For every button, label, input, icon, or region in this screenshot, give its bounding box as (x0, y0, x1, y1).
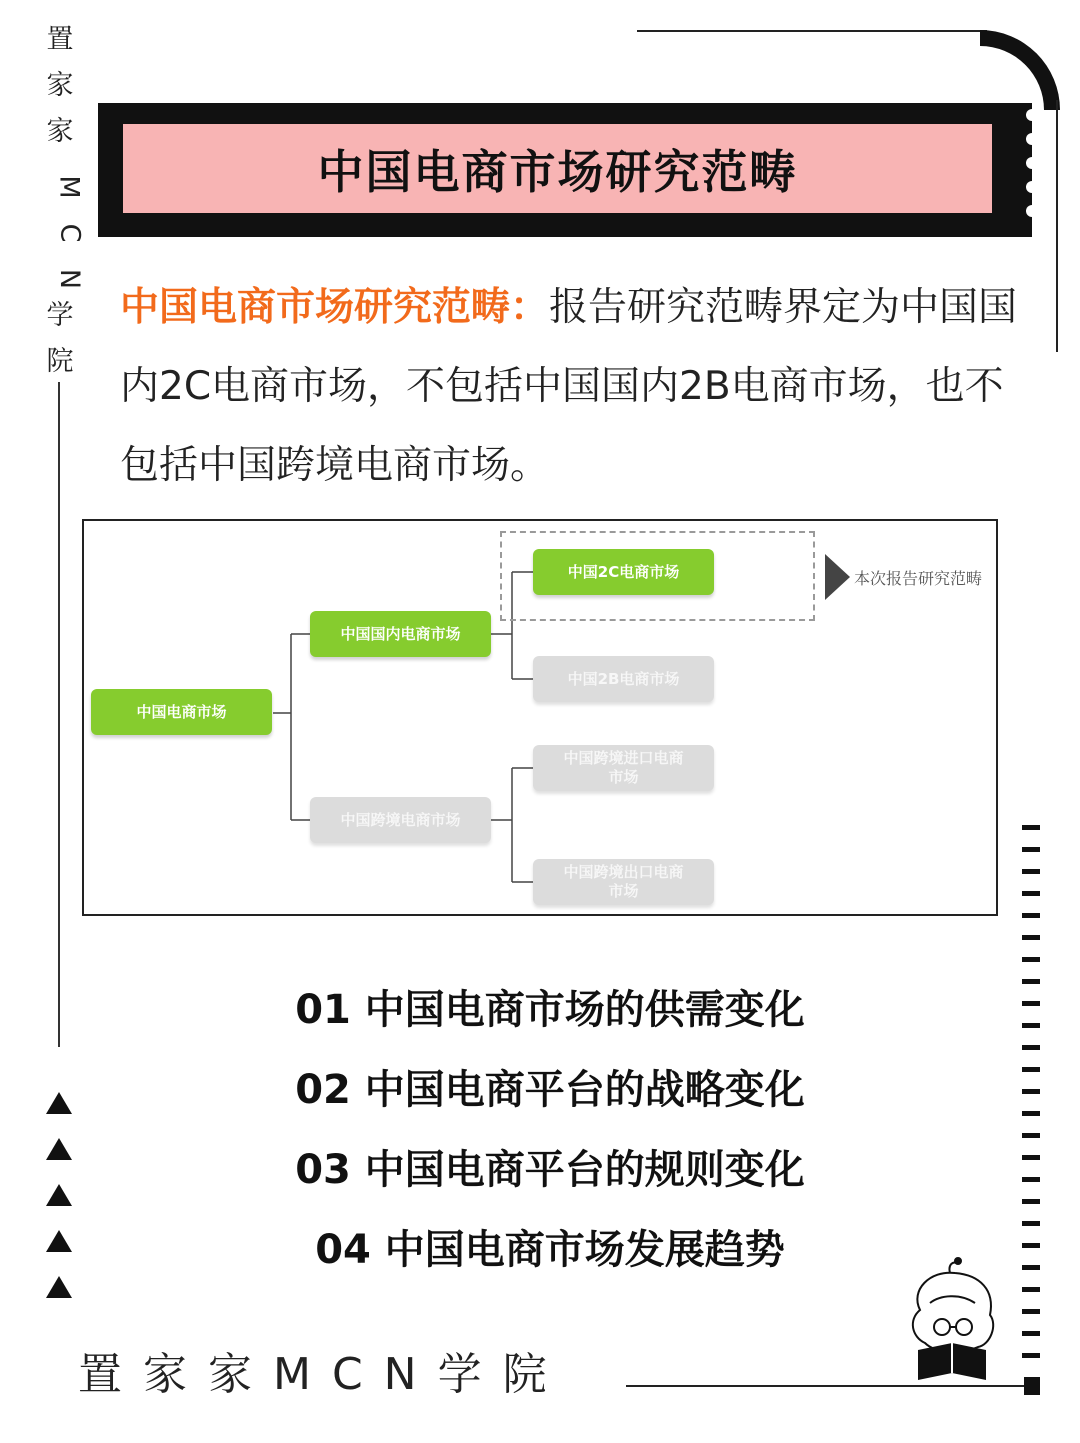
triangle-up-icon (46, 1184, 72, 1206)
node-import-line1: 中国跨境进口电商 (563, 749, 684, 767)
toc-item: 03 中国电商平台的规则变化 (295, 1147, 805, 1193)
scope-note: 本次报告研究范畴 (854, 569, 983, 588)
frame-corner (980, 30, 1060, 110)
footer-square (1024, 1377, 1040, 1395)
triangle-up-icon (46, 1230, 72, 1252)
brand-char: M (53, 175, 85, 199)
intro-text: 报告研究范畴界定为中国国内2C电商市场，不包括中国国内2B电商市场，也不包括中国跨境电商市场。 (120, 285, 1018, 488)
triangle-up-icon (46, 1138, 72, 1160)
brand-char: C (53, 223, 85, 243)
brand-char: 置 (46, 24, 74, 55)
left-divider-line (58, 382, 60, 1047)
intro-highlight: 中国电商市场研究范畴： (120, 285, 550, 330)
brand-char: 家 (46, 70, 74, 101)
girl-reading-illustration (890, 1255, 1020, 1385)
brand-char: 家 (46, 116, 74, 147)
toc-list (180, 970, 920, 1290)
node-import (533, 745, 714, 791)
vertical-brand (40, 24, 85, 394)
right-dashed-rail (1022, 825, 1040, 1375)
node-crossborder: 中国跨境电商市场 (310, 797, 491, 843)
node-2c: 中国2C电商市场 (533, 549, 714, 595)
triangle-up-icon (46, 1276, 72, 1298)
node-export-line1: 中国跨境出口电商 (563, 863, 684, 881)
node-import-line2: 市场 (608, 768, 639, 786)
node-export-line2: 市场 (608, 882, 639, 900)
footer-line (626, 1385, 1026, 1387)
toc-item: 04 中国电商市场发展趋势 (315, 1227, 785, 1273)
scope-diagram (82, 519, 998, 916)
arrow-right-icon (825, 554, 850, 600)
brand-char: 院 (46, 346, 74, 377)
page-title: 中国电商市场研究范畴 (123, 124, 992, 213)
frame-top-line (637, 30, 987, 32)
node-root: 中国电商市场 (91, 689, 272, 735)
triangle-up-icon (46, 1092, 72, 1114)
footer-brand: 置家家MCN学院 (78, 1349, 568, 1400)
frame-right-line (1056, 100, 1058, 352)
node-export (533, 859, 714, 905)
node-2b: 中国2B电商市场 (533, 656, 714, 702)
node-domestic: 中国国内电商市场 (310, 611, 491, 657)
toc-item: 02 中国电商平台的战略变化 (295, 1067, 805, 1113)
brand-char: N (53, 268, 85, 290)
brand-char: 学 (46, 300, 74, 331)
intro-paragraph (120, 268, 1020, 505)
toc-item: 01 中国电商市场的供需变化 (295, 987, 805, 1033)
